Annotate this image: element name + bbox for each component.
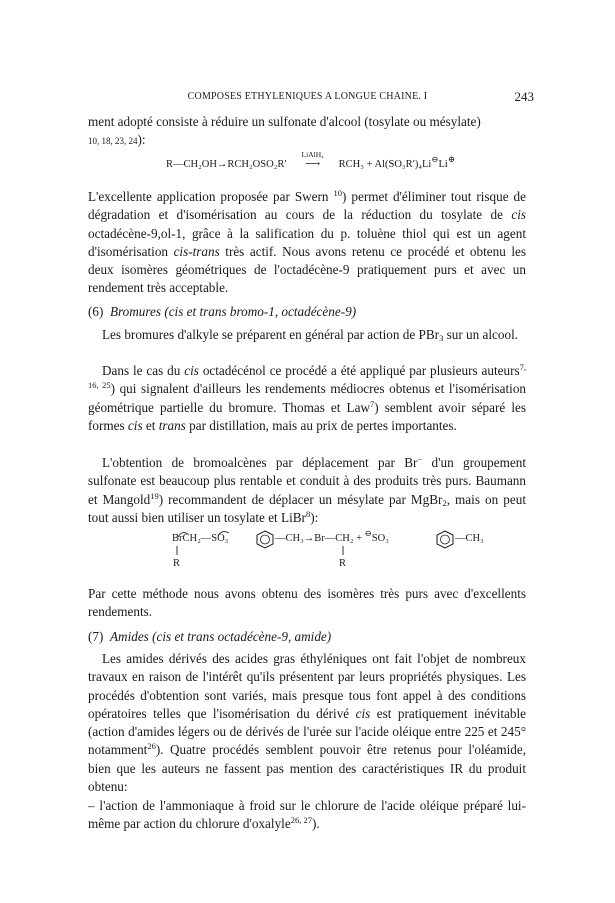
r-substituent-1: R (173, 558, 181, 569)
paragraph-continuation: ment adopté consiste à réduire un sulfonate d'alcool (tosylate ou mésylate) 10, 18, 23, 24): (88, 114, 481, 148)
bromination-scheme: BrCH₂—SO₃ —CH₃→Br—CH₂ + ⊖SO₃ —CH₃ R R (166, 528, 496, 574)
benzene-ring-1 (257, 531, 273, 548)
paragraph-swern: L'excellente application proposée par Swern $^{10}$) permet d'éliminer tout risque de dégradation et d'isomérisation au cours de la réduction du tosylate de cis octadécène-9,ol-1, grâce à la salification du p. toluène thiol qui est un agent d'isomérisation cis-trans très actif. Nous avons retenu ce procédé et obtenu les deux isomères géométriques de l'octadécène-9 pratiquement purs et avec un rendement très acceptable. (88, 188, 526, 296)
paragraph-bromoalcenes: L'obtention de bromoalcènes par déplacement par Br− d'un groupement sulfonate est beaucoup plus rentable et conduit à des produits très purs. Baumann et Mangold$^{19}$) recommandent de déplacer un mésylate par MgBr$_2$, mais on peut tout aussi bien utiliser un tosylate et LiBr$^8$): (88, 454, 526, 525)
benzene-ring-2 (437, 531, 453, 548)
running-head: COMPOSES ETHYLENIQUES A LONGUE CHAINE. I (187, 91, 428, 102)
paragraph-bromures-cis: Dans le cas du cis octadécénol ce procédé a été appliqué par plusieurs auteurs$^{7, 16, 25}$) qui signalent d'ailleurs les rendements médiocres obtenus et l'isomérisation géométrique partielle du bromure. Thomas et Law$^7$) semblent avoir séparé les formes cis et trans par distillation, mais au prix de pertes importantes. (88, 362, 527, 433)
paragraph-bromures-intro: Les bromures d'alkyle se préparent en général par action de PBr$_3$ sur un alcool. (102, 327, 519, 343)
r-substituent-2: R (339, 558, 347, 569)
page-number: 243 (514, 89, 534, 104)
paragraph-methode: Par cette méthode nous avons obtenu des isomères très purs avec d'excellents rendements. (88, 586, 526, 620)
section-heading-amides: (7) Amides (cis et trans octadécène-9, amide) (88, 629, 332, 644)
section-heading-bromures: (6) Bromures (cis et trans bromo-1, octadécène-9) (88, 304, 357, 319)
reduction-equation: R—CH₂OH→RCH₂OSO₂R′ LiAlH₄ ⟶ RCH₃ + Al(SO₃R′)₄Li⊖Li⊕ (166, 150, 455, 170)
paragraph-ammoniaque: – l'action de l'ammoniaque à froid sur le chlorure de l'acide oléique préparé lui-même par action du chlorure d'oxalyle$^{26, 27}$). (88, 798, 526, 832)
paragraph-amides: Les amides dérivés des acides gras éthyléniques ont fait l'objet de nombreux travaux en raison de l'intérêt qu'ils présentent par leurs propriétés physiques. Les procédés d'obtention sont variés, mais presque tous font appel à des conditions opératoires telles que l'isomérisation du dérivé cis est pratiquement inévitable (action d'amides légers ou de dérivés de l'urée sur l'acide oléique entre 225 et 245° notamment$^{26}$). Quatre procédés semblent pouvoir être retenus pour l'oléamide, bien que les auteurs ne fassent pas mention des caractéristiques IR du produit obtenu: (88, 651, 526, 795)
reagent-label: LiAlH₄ (301, 150, 324, 159)
page-header (0, 91, 615, 105)
